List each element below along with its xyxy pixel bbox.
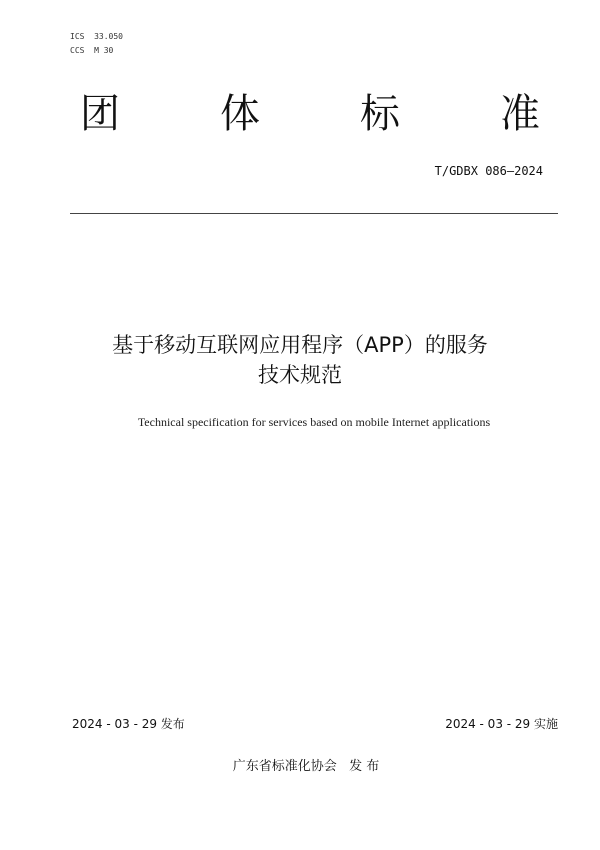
heading-char-2: 体 xyxy=(220,91,260,137)
document-title-english: Technical specification for services based on mobile Internet applications xyxy=(137,415,491,429)
ccs-code: CCS M 30 xyxy=(70,46,114,55)
standard-type-heading xyxy=(80,88,540,140)
publisher: 广东省标准化协会 发 布 xyxy=(232,759,380,774)
implementation-date: 2024 - 03 - 29 实施 xyxy=(445,717,558,731)
document-title xyxy=(0,330,600,390)
heading-char-1: 团 xyxy=(80,91,120,137)
classification-codes xyxy=(70,30,123,58)
document-title-line-1: 基于移动互联网应用程序（APP）的服务 xyxy=(112,333,488,357)
heading-char-4: 准 xyxy=(500,91,540,137)
header-divider xyxy=(70,213,558,214)
heading-char-3: 标 xyxy=(360,91,400,137)
issue-date: 2024 - 03 - 29 发布 xyxy=(72,717,185,731)
document-title-line-2: 技术规范 xyxy=(258,363,342,387)
ics-code: ICS 33.050 xyxy=(70,32,123,41)
standard-number: T/GDBX 086—2024 xyxy=(434,164,543,178)
